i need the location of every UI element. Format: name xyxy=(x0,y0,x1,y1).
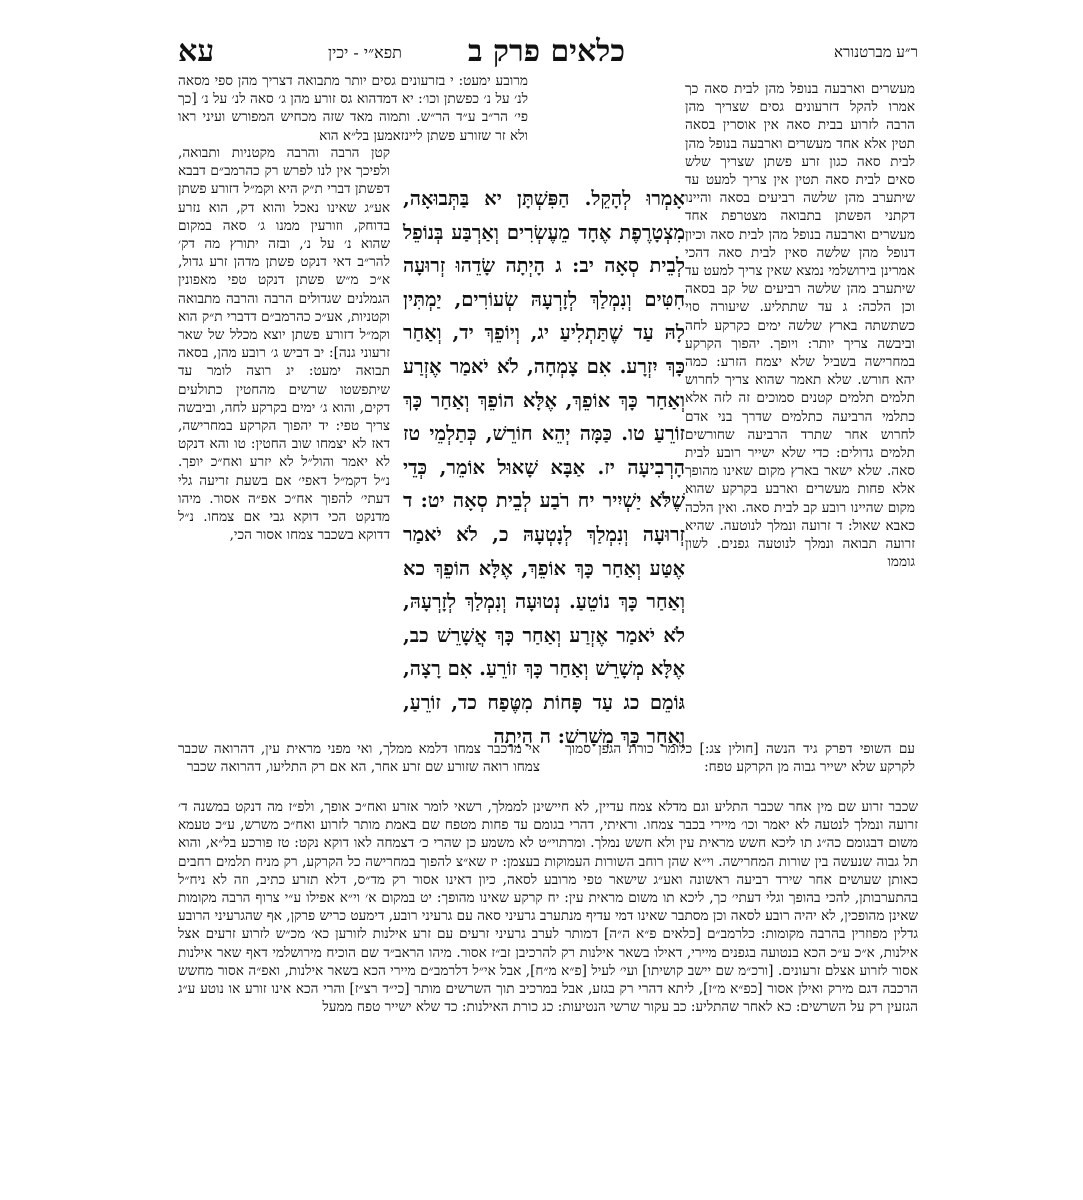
bartenura-commentary xyxy=(685,80,915,571)
bartenura-text: מעשרים וארבעה בנופל מהן לבית סאה כך אמרו להקל דזרעונים גסים שצריך מהן הרבה לזרוע בבית סאה אין אוסרין בסאה תטין אלא אחד מעשרים וארבעה בנופל מהן לבית סאה כגון זרע פשתן שצריך שלש סאים לבית סאה תטין אין צריך למעט עד שיתערב מהן שלשה רביעים בסאה והיינו דקתני הפשתן בתבואה מצטרפת אחד מעשרים וארבעה בנופל מהן לבית סאה וכיון דנופל מהן שלשה סאין לבית סאה דהכי אמרינן בירושלמי נמצא שאין צריך למעט עד שיתערב מהן שלשה רביעים של קב בסאה וכן הלכה: ג עד שתתליע. שיעורה סוי כשתשתה בארץ שלשה ימים כקרקע לחה וביבשה צריך יותר: ויופך. יהפוך הקרקע במחרישה בשביל שלא יצמח הזרע: כמה יהא חורש. שלא תאמר שהוא צריך לחרוש תלמים תלמים קטנים סמוכים זה לזה אלא כתלמי הרביעה כתלמים שדרך בני אדם לחרוש אחר שתרד הרביעה שחורשים תלמים גדולים: כדי שלא ישייר רובע לבית סאה. שלא ישאר בארץ מקום שאינו מהופך אלא פחות מעשרים וארבע בקרקע שהוא מקום שהיינו רובע קב לבית סאה. ואין הלכה כאבא שאול: ד זרועה ונמלך לנוטעה. שהיא זרועה תבואה ונמלך לנוטעה גפנים. לשון גוממו xyxy=(685,81,915,571)
tosafot-bottom-text: שכבר זרוע שם מין אחר שכבר התליע וגם מדלא צמח עדיין, לא חיישינן לממלך, רשאי לומר אזרע ואח״כ אופך, ולפ״ז מה דנקט במשנה ד׳ זרועה ונמלך לנטעה לא יאמר וכו׳ מיירי בכבר צמחו. וראיתי, דהרי בגומם עד פחות מטפח שם באמת מותר לזרוע ואח״כ משרש, ע״כ טעמא משום דבגומם כה״ג תו ליכא חשש מראית עין ולא חשש נמלך. ומרתוי״ט לא משמע כן שהרי כ׳ דצמחה לאו דוקא נקט: טז פורכע בל״א, והוא תל גבוה שנעשה בין שורות המחרישה. וי״א שהן רוחב השורות העמוקות בעצמן: יז שא״צ להפוך במחרישה כל הקרקע, רק מניח תלמים רחבים כאותן שעושים אחר שירד רביעה ראשונה ואע״ג שישאר טפי מרובע לסאה, כיון דאינו אסור רק מד״ס, דלא תזרע כתיב, וזה לא ניח״ל בהתערבותן, להכי בהופך וגלי דעתי׳ כך, ליכא תו משום מראית עין: יח קרקע שאינו מהופך: יט במקום א׳ וי״א אפילו ע״י צרוף הרבה מקומות שאינן מהופכין, לא יהיה רובע לסאה וכן מסתבר שאינו דמי עדיף מנתערב גרעיני סאה עם גרעיני רובע, דימעט כריש פרקן, אף שהגרעיני הרובע גדלין מפוזרין בהרבה מקומות: כלרמב״ם [כלאים פ״א ה״ה] דמותר לערב גרעיני זרעים עם זרע אילנות לזורען כא׳ מכ״ש לזרוע זרעים אצל אילנות, א״כ ע״כ הכא בנטועה בגפנים מיירי, דאילו בשאר אילנות רק להרכיבן זב״ז אסור. מיהו הראב״ד שם הוכיח מירושלמי דאף שאר אילנות אסור לזרוע אצלם זרעונים. [ורכ״מ שם יישב קושיתו] ועי׳ לעיל [פ״א מ״ח], אבל אי״ל דלרמב״ם מיירי הכא בשאר אילנות, ואפ״ה אסור מחשש הרכבה דגם מירק ואילן אסור [כפ״א מ״ז], ליתא דהרי רק בגזע, אבל במרכיב תוך השרשים מותר [כי״ד רצ״ז] והרי הכא אינו זורע או נוטע ע״ג הגזעין רק על השרשים: כא לאחר שהתליע: כב עקור שרשי הנטיעות: כג כורת האילנות: כד שלא ישייר טפח ממעל xyxy=(178,799,919,1016)
tosafot-continuation xyxy=(178,740,540,776)
tosafot-bottom-block xyxy=(178,798,918,1016)
header-range: תפא״י - יכין xyxy=(328,43,402,62)
tosafot-continuation-text: אי מדכבר צמחו דלמא ממלך, ואי מפני מראית עין, דהרואה שכבר צמחו רואה שזורע שם זרע אחר, הא אם רק התליעו, דהרואה שכבר xyxy=(178,741,540,776)
page-title: כלאים פרק ב xyxy=(468,34,626,69)
tosafot-top-text: מרובע ימעט: י בזרעונים גסים יותר מתבואה דצריך מהן ספי מסאה לנ׳ על נ׳ כפשתן וכו׳: יא דמדהוא גס זורע מהן ג׳ סאה לנ׳ על נ׳ [כך פי׳ הר״ב ע״ד הר״ש. ותמוה מאד שזה מכחיש המפורש ועיני ראו ולא זר שזורע פשתן ליינזאמען בל״א הוא xyxy=(178,73,528,144)
header-author: ר״ע מברטנורא xyxy=(834,43,918,61)
tosafot-commentary-top xyxy=(178,72,528,145)
tosafot-commentary-side xyxy=(178,144,390,544)
page-header xyxy=(178,34,918,70)
mishnah-text: אָמְרוּ לְהָקֵל. הַפִּשְׁתָּן יא בַּתְּבוּאָה, מִצְטָרֶפֶת אֶחָד מֵעֶשְׂרִים וְאַרְבַּע בְּנוֹפֵל לְבֵית סְאָה יב: ג הָיְתָה שָׂדֵהוּ זְרוּעָה חִטִּים וְנִמְלַךְ לְזָרְעָהּ שְׂעוֹרִים, יַמְתִּין לָהּ עַד שֶׁתַּתְלִיעַ יג, וְיוֹפֵךְ יד, וְאַחַר כָּךְ יִזְרָע. אִם צָמְחָה, לֹא יֹאמַר אֶזְרַע וְאַחַר כָּךְ אוֹפֵךְ, אֶלָּא הוֹפֵךְ וְאַחַר כָּךְ זוֹרֵעַ טו. כַּמָּה יְהֵא חוֹרֵשׁ, כְּתַלְמֵי טז הָרְבִיעָה יז. אַבָּא שָׁאוּל אוֹמֵר, כְּדֵי שֶׁלֹּא יַשְׁיִיר יח רֹבַע לְבֵית סְאָה יט: ד זְרוּעָה וְנִמְלַךְ לְנָטְעָהּ כ, לֹא יֹאמַר אֶטַּע וְאַחַר כָּךְ אוֹפֵךְ, אֶלָּא הוֹפֵךְ כא וְאַחַר כָּךְ נוֹטֵעַ. נְטוּעָה וְנִמְלַךְ לְזָרְעָהּ, לֹא יֹאמַר אֶזְרַע וְאַחַר כָּךְ אֲשָׁרֵשׁ כב, אֶלָּא מְשָׁרֵשׁ וְאַחַר כָּךְ זוֹרֵעַ. אִם רָצָה, גּוֹמֵם כג עַד פָּחוֹת מִטֶּפַח כד, זוֹרֵעַ, וְאַחַר כָּךְ מְשָׁרֵשׁ: ה הָיְתָה xyxy=(403,187,685,748)
mishnah-text-block xyxy=(403,182,685,753)
tosafot-side-text: קטן הרבה והרבה מקטניות ותבואה, ולפיכך אין לנו לפרש רק כהרמב״ם דבבא דפשתן דברי ת״ק היא וקמ״ל דזורע פשתן אע״ג שאינו נאכל והוא דק, הוא נזרע בדוחק, וזורעין ממנו ג׳ סאה במקום שהוא נ׳ על נ׳, ובזה יתורץ מה דק׳ להר״ב דאי דנקט פשתן מדהן זרע גדול, א״כ מ״ש פשתן דנקט טפי מאפונין הגמלנים שגדולים הרבה והרבה מתבואה וקטניות, אע״כ כהרמב״ם דדברי ת״ק הוא וקמ״ל דזורע פשתן יוצא מכלל של שאר זרעוני גנה]: יב דביש ג׳ רובע מהן, בסאה תבואה ימעט: יג רוצה לומר עד שיתפשטו שרשים מהחטין כתולעים דקים, והוא ג׳ ימים בקרקע לחה, וביבשה צריך טפי: יד יהפוך הקרקע במחרישה, דאז לא יצמחו שוב החטין: טו והא דנקט לא יאמר והול״ל לא יזרע ואח״כ יופך. נ״ל דקמ״ל דאפי׳ אם בשעת זריעה גלי דעתי׳ להפוך אח״כ אפ״ה אסור. מיהו מדנקט הכי דוקא גבי אם צמחו. נ״ל דדוקא בשכבר צמחו אסור הכי, xyxy=(178,145,390,544)
bartenura-continuation xyxy=(565,740,915,776)
page-number: עא xyxy=(178,34,215,69)
bartenura-continuation-text: עם השופי דפרק גיד הנשה [חולין צג:] כלומר כורת הגפן סמוך לקרקע שלא ישייר גבוה מן הקרקע טפח: xyxy=(565,741,915,776)
